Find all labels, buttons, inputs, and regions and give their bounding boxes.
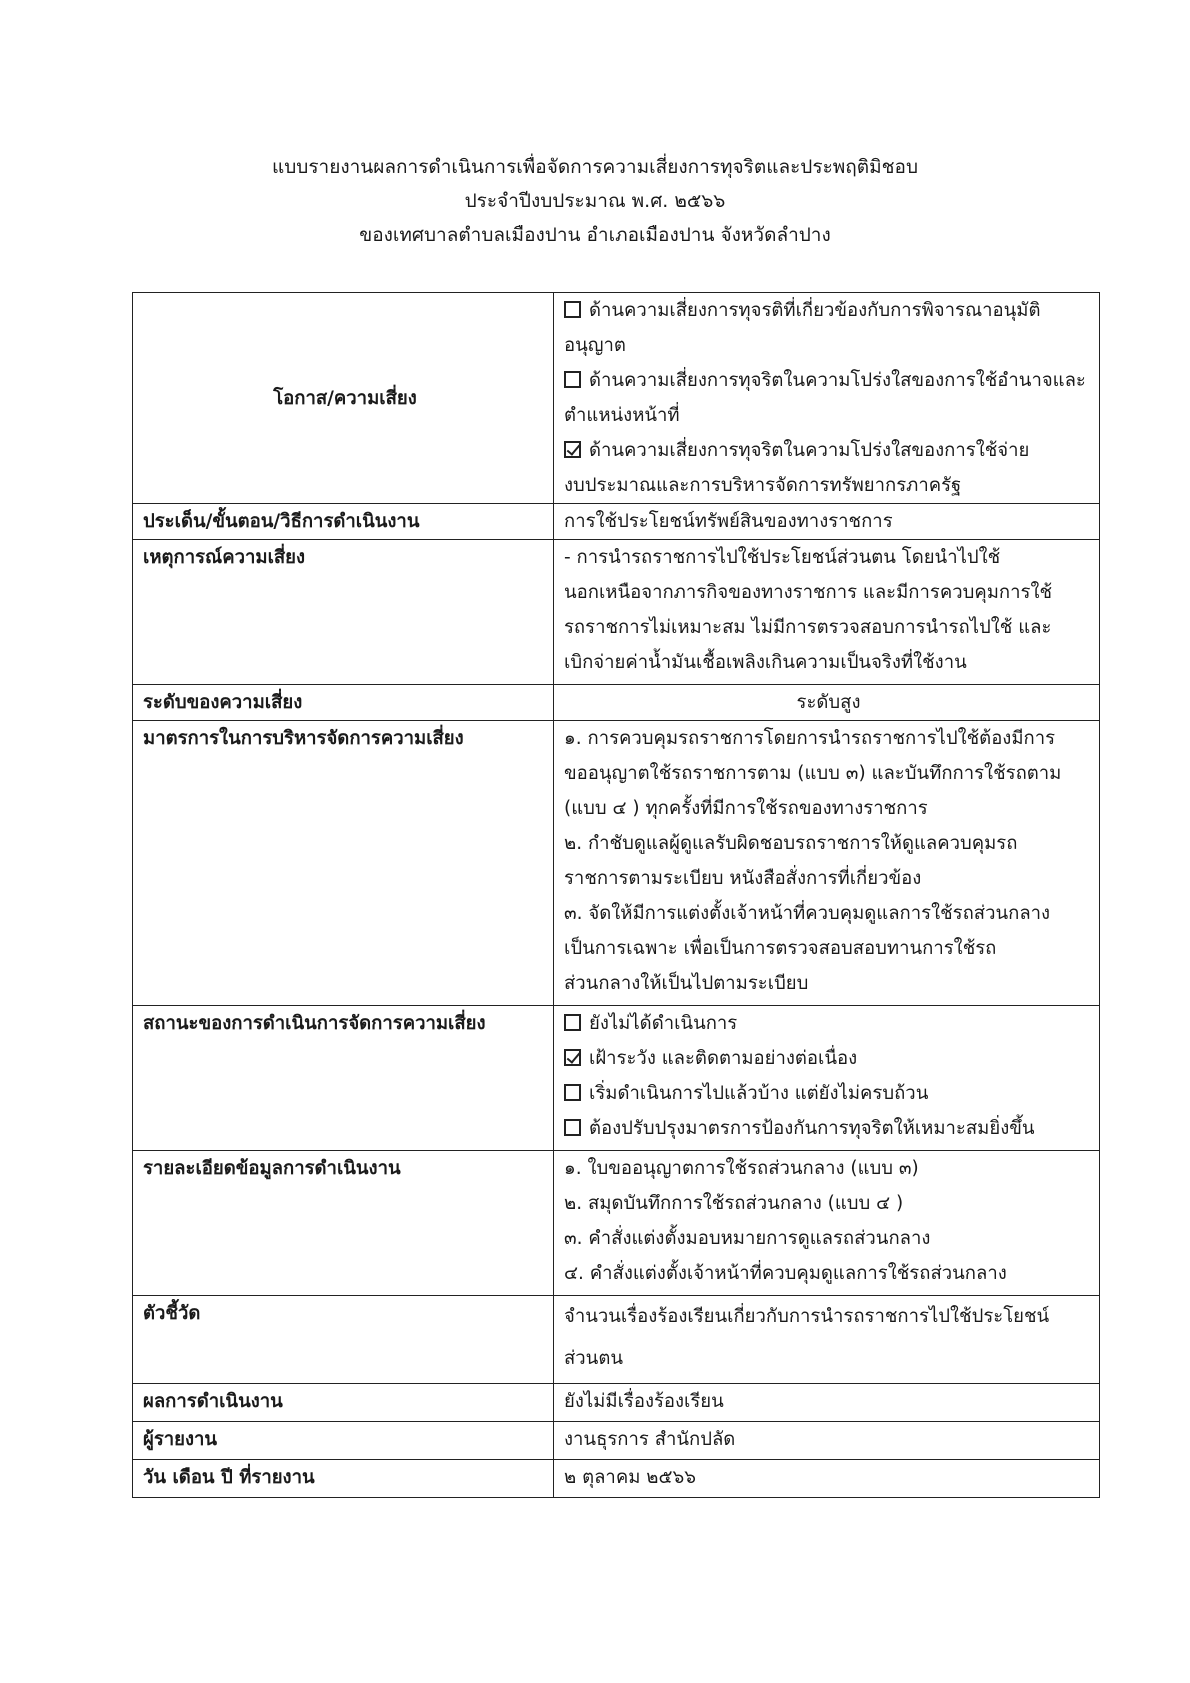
- status-label: สถานะของการดำเนินการจัดการความเสี่ยง: [133, 1006, 554, 1151]
- row-report-date: [133, 1460, 1100, 1498]
- status-option-text: เริ่มดำเนินการไปแล้วบ้าง แต่ยังไม่ครบถ้วน: [589, 1083, 929, 1104]
- event-value: [554, 540, 1100, 685]
- indicator-label: ตัวชี้วัด: [133, 1296, 554, 1384]
- indicator-value: [554, 1296, 1100, 1384]
- status-option-text: ยังไม่ได้ดำเนินการ: [589, 1013, 738, 1034]
- detail-line: ๓. คำสั่งแต่งตั้งมอบหมายการดูแลรถส่วนกลาง: [564, 1228, 931, 1249]
- opportunity-label: โอกาส/ความเสี่ยง: [133, 293, 554, 504]
- checkbox-icon[interactable]: [564, 1119, 581, 1136]
- measure-line: ขออนุญาตใช้รถราชการตาม (แบบ ๓) และบันทึกการใช้รถตาม: [564, 763, 1062, 784]
- result-value: ยังไม่มีเรื่องร้องเรียน: [554, 1384, 1100, 1422]
- event-line: เบิกจ่ายค่าน้ำมันเชื้อเพลิงเกินความเป็นจริงที่ใช้งาน: [564, 652, 967, 673]
- measure-line: ๑. การควบคุมรถราชการโดยการนำรถราชการไปใช้ต้องมีการ: [564, 728, 1056, 749]
- measures-label: มาตรการในการบริหารจัดการความเสี่ยง: [133, 721, 554, 1006]
- indicator-line: จำนวนเรื่องร้องเรียนเกี่ยวกับการนำรถราชการไปใช้ประโยชน์: [564, 1306, 1050, 1327]
- checked-checkbox-icon[interactable]: [564, 1049, 581, 1066]
- checked-checkbox-icon[interactable]: [564, 441, 581, 458]
- event-label: เหตุการณ์ความเสี่ยง: [133, 540, 554, 685]
- row-reporter: [133, 1422, 1100, 1460]
- status-option: [564, 1111, 1093, 1146]
- event-line: นอกเหนือจากภารกิจของทางราชการ และมีการควบคุมการใช้: [564, 582, 1053, 603]
- opportunity-option-text: งบประมาณและการบริหารจัดการทรัพยากรภาครัฐ: [564, 475, 962, 496]
- row-level: [133, 685, 1100, 721]
- details-value: [554, 1151, 1100, 1296]
- row-event: [133, 540, 1100, 685]
- row-opportunity: [133, 293, 1100, 504]
- status-option: [564, 1006, 1093, 1041]
- process-value: การใช้ประโยชน์ทรัพย์สินของทางราชการ: [554, 504, 1100, 540]
- level-value: ระดับสูง: [554, 685, 1100, 721]
- opportunity-option-text: ด้านความเสี่ยงการทุจริตในความโปร่งใสของการใช้อำนาจและ: [589, 370, 1086, 391]
- report-date-label: วัน เดือน ปี ที่รายงาน: [133, 1460, 554, 1498]
- opportunity-options: [554, 293, 1100, 504]
- level-label: ระดับของความเสี่ยง: [133, 685, 554, 721]
- checkbox-icon[interactable]: [564, 371, 581, 388]
- measures-value: [554, 721, 1100, 1006]
- detail-line: ๔. คำสั่งแต่งตั้งเจ้าหน้าที่ควบคุมดูแลการใช้รถส่วนกลาง: [564, 1263, 1007, 1284]
- opportunity-option-text: อนุญาต: [564, 335, 626, 356]
- reporter-value: งานธุรการ สำนักปลัด: [554, 1422, 1100, 1460]
- opportunity-option-line: [564, 398, 1093, 433]
- status-option: [564, 1076, 1093, 1111]
- report-title: แบบรายงานผลการดำเนินการเพื่อจัดการความเสี่ยงการทุจริตและประพฤติมิชอบ: [271, 156, 919, 178]
- row-process: [133, 504, 1100, 540]
- row-indicator: [133, 1296, 1100, 1384]
- opportunity-option-line: [564, 328, 1093, 363]
- event-line: รถราชการไม่เหมาะสม ไม่มีการตรวจสอบการนำรถไปใช้ และ: [564, 617, 1052, 638]
- organization-name: ของเทศบาลตำบลเมืองปาน อำเภอเมืองปาน จังหวัดลำปาง: [359, 224, 831, 246]
- details-label: รายละเอียดข้อมูลการดำเนินงาน: [133, 1151, 554, 1296]
- opportunity-option-line: [564, 363, 1093, 398]
- opportunity-option-line: [564, 468, 1093, 503]
- fiscal-year: ประจำปีงบประมาณ พ.ศ. ๒๕๖๖: [464, 190, 726, 212]
- reporter-label: ผู้รายงาน: [133, 1422, 554, 1460]
- indicator-line: ส่วนตน: [564, 1348, 623, 1369]
- document-header: [0, 150, 1190, 252]
- row-result: [133, 1384, 1100, 1422]
- row-status: [133, 1006, 1100, 1151]
- risk-report-table: [132, 292, 1100, 1498]
- measure-line: ๓. จัดให้มีการแต่งตั้งเจ้าหน้าที่ควบคุมดูแลการใช้รถส่วนกลาง: [564, 903, 1051, 924]
- row-details: [133, 1151, 1100, 1296]
- opportunity-option-text: ด้านความเสี่ยงการทุจริตในความโปร่งใสของการใช้จ่าย: [589, 440, 1030, 461]
- status-option: [564, 1041, 1093, 1076]
- status-option-text: ต้องปรับปรุงมาตรการป้องกันการทุจริตให้เหมาะสมยิ่งขึ้น: [589, 1118, 1035, 1139]
- measure-line: ราชการตามระเบียบ หนังสือสั่งการที่เกี่ยวข้อง: [564, 868, 922, 889]
- checkbox-icon[interactable]: [564, 301, 581, 318]
- opportunity-option-line: [564, 293, 1093, 328]
- opportunity-option-text: ด้านความเสี่ยงการทุจรติที่เกี่ยวข้องกับการพิจารณาอนุมัติ: [589, 300, 1041, 321]
- checkbox-icon[interactable]: [564, 1084, 581, 1101]
- measure-line: ๒. กำชับดูแลผู้ดูแลรับผิดชอบรถราชการให้ดูแลควบคุมรถ: [564, 833, 1018, 854]
- row-measures: [133, 721, 1100, 1006]
- opportunity-option-text: ตำแหน่งหน้าที่: [564, 405, 680, 426]
- detail-line: ๒. สมุดบันทึกการใช้รถส่วนกลาง (แบบ ๔ ): [564, 1193, 904, 1214]
- event-line: - การนำรถราชการไปใช้ประโยชน์ส่วนตน โดยนำไปใช้: [564, 547, 1001, 568]
- measure-line: เป็นการเฉพาะ เพื่อเป็นการตรวจสอบสอบทานการใช้รถ: [564, 938, 997, 959]
- status-options: [554, 1006, 1100, 1151]
- checkbox-icon[interactable]: [564, 1014, 581, 1031]
- measure-line: ส่วนกลางให้เป็นไปตามระเบียบ: [564, 973, 809, 994]
- detail-line: ๑. ใบขออนุญาตการใช้รถส่วนกลาง (แบบ ๓): [564, 1158, 919, 1179]
- process-label: ประเด็น/ขั้นตอน/วิธีการดำเนินงาน: [133, 504, 554, 540]
- status-option-text: เฝ้าระวัง และติดตามอย่างต่อเนื่อง: [589, 1048, 858, 1069]
- result-label: ผลการดำเนินงาน: [133, 1384, 554, 1422]
- measure-line: (แบบ ๔ ) ทุกครั้งที่มีการใช้รถของทางราชการ: [564, 798, 928, 819]
- report-date-value: ๒ ตุลาคม ๒๕๖๖: [554, 1460, 1100, 1498]
- opportunity-option-line: [564, 433, 1093, 468]
